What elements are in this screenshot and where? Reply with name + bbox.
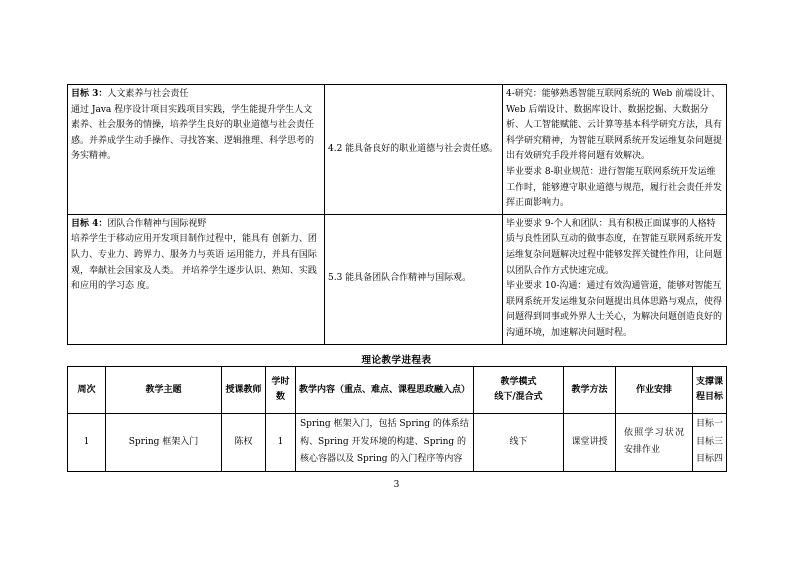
indicator-cell: 4.2 能具备良好的职业道德与社会责任感。 — [325, 85, 503, 215]
header-assignment: 作业安排 — [616, 367, 693, 414]
hours-cell: 1 — [266, 414, 296, 472]
graduation-requirement-cell: 4-研究：能够熟悉智能互联网系统的 Web 前端设计、Web 后端设计、数据库设计、数据挖掘、大数据分析、人工智能赋能、云计算等基本科学研究方法，具有科学研究精神，为智能互联网系统开发运维复杂问题提出有效研究手段并将问题有效解决。 毕业要求 8-职业规范：进行智能互联网系统开发运维工作时，能够遵守职业道德与规范，履行社会责任并发挥正面影响力。 — [503, 85, 727, 215]
graduation-requirement-cell: 毕业要求 9-个人和团队：具有积极正面谋事的人格特质与良性团队互动的做事态度，在智能互联网系统开发运维复杂问题解决过程中能够发挥关键性作用，让问题以团队合作方式快速完成。 毕业要求 10-沟通：通过有效沟通管道，能够对智能互联网系统开发运维复杂问题提出具体思路与观点，使得问题得到同事或外界人士关心，为解决问题创造良好的沟通环境，加速解决问题时程。 — [503, 214, 727, 344]
schedule-header-row — [68, 367, 727, 414]
header-mode: 教学模式 线下/混合式 — [474, 367, 564, 414]
goals-cell — [693, 414, 727, 472]
content-cell: Spring 框架入门，包括 Spring 的体系结构、Spring 开发环境的构建、Spring 的核心容器以及 Spring 的入门程序等内容 — [296, 414, 474, 472]
header-content: 教学内容（重点、难点、课程思政融入点） — [296, 367, 474, 414]
objective-row-4 — [68, 214, 727, 344]
teacher-cell: 陈权 — [222, 414, 266, 472]
week-cell: 1 — [68, 414, 106, 472]
page-number: 3 — [393, 480, 400, 490]
objectives-table — [67, 84, 727, 345]
goal-item: 目标一 — [695, 419, 723, 429]
goal-item: 目标三 — [695, 436, 723, 447]
header-teacher: 授课教师 — [222, 367, 266, 414]
header-goals: 支撑课程目标 — [693, 367, 727, 414]
objective-row-3 — [68, 85, 727, 215]
schedule-table — [67, 366, 727, 472]
mode-cell: 线下 — [474, 414, 564, 472]
objective-title: 目标 4：团队合作精神与国际视野 — [71, 218, 207, 229]
assignment-cell: 依照学习状况安排作业 — [616, 414, 693, 472]
objective-body: 通过 Java 程序设计项目实践项目实践，学生能提升学生人文素养、社会服务的情操，培养学生良好的职业道德与社会责任感。并养成学生动手操作、寻找答案、逻辑推理、科学思考的务实精神。 — [71, 104, 315, 162]
header-method: 教学方法 — [564, 367, 616, 414]
objective-body: 培养学生于移动应用开发项目制作过程中，能具有 创新力、团队力、专业力、跨界力、服务力与英语 运用能力，并具有国际观，奉献社会国家及人类。 并培养学生逐步认识、熟知、实践和应用的学习态 度。 — [71, 234, 317, 292]
topic-cell: Spring 框架入门 — [106, 414, 222, 472]
goal-item: 目标四 — [695, 454, 723, 464]
method-cell: 课堂讲授 — [564, 414, 616, 472]
schedule-title: 理论教学进程表 — [361, 355, 432, 366]
objective-title: 目标 3：人文素养与社会责任 — [71, 89, 189, 99]
header-hours: 学时数 — [266, 367, 296, 414]
objective-description — [68, 85, 325, 215]
table-row — [68, 414, 727, 472]
header-week: 周次 — [68, 367, 106, 414]
header-topic: 教学主题 — [106, 367, 222, 414]
indicator-cell: 5.3 能具备团队合作精神与国际观。 — [325, 214, 503, 344]
objective-description — [68, 214, 325, 344]
